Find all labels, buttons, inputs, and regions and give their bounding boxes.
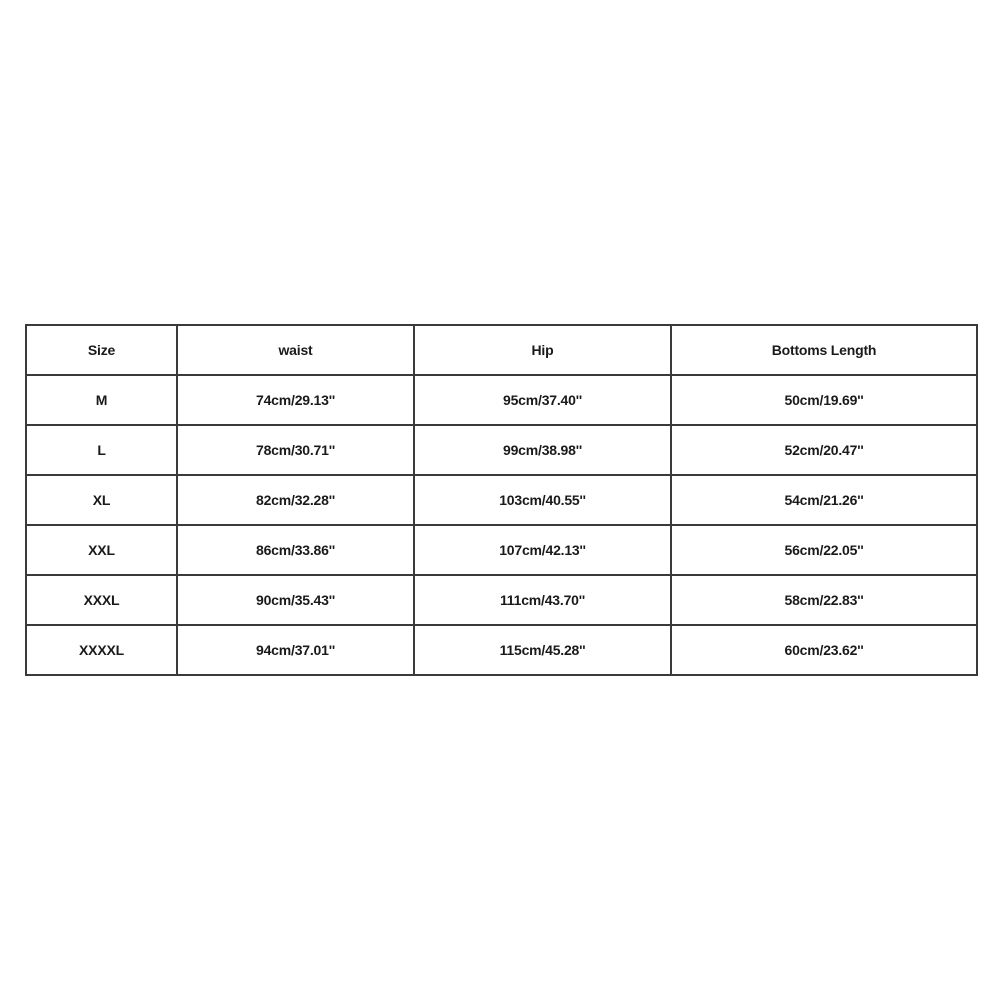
cell-waist: 94cm/37.01'' [177, 625, 414, 675]
header-hip: Hip [414, 325, 671, 375]
cell-size: XXL [26, 525, 177, 575]
cell-size: M [26, 375, 177, 425]
cell-hip: 95cm/37.40'' [414, 375, 671, 425]
cell-bottoms-length: 50cm/19.69'' [671, 375, 977, 425]
cell-bottoms-length: 54cm/21.26'' [671, 475, 977, 525]
cell-waist: 74cm/29.13'' [177, 375, 414, 425]
cell-bottoms-length: 52cm/20.47'' [671, 425, 977, 475]
cell-waist: 90cm/35.43'' [177, 575, 414, 625]
table-row [26, 625, 977, 675]
cell-size: XL [26, 475, 177, 525]
table-row [26, 425, 977, 475]
cell-waist: 78cm/30.71'' [177, 425, 414, 475]
header-size: Size [26, 325, 177, 375]
table-header-row [26, 325, 977, 375]
table-row [26, 375, 977, 425]
cell-bottoms-length: 56cm/22.05'' [671, 525, 977, 575]
cell-hip: 111cm/43.70'' [414, 575, 671, 625]
size-chart-table [25, 324, 978, 676]
cell-hip: 103cm/40.55'' [414, 475, 671, 525]
cell-size: XXXXL [26, 625, 177, 675]
cell-hip: 107cm/42.13'' [414, 525, 671, 575]
cell-hip: 115cm/45.28'' [414, 625, 671, 675]
header-waist: waist [177, 325, 414, 375]
table-row [26, 525, 977, 575]
cell-hip: 99cm/38.98'' [414, 425, 671, 475]
cell-bottoms-length: 58cm/22.83'' [671, 575, 977, 625]
table-row [26, 575, 977, 625]
cell-size: L [26, 425, 177, 475]
cell-waist: 86cm/33.86'' [177, 525, 414, 575]
cell-waist: 82cm/32.28'' [177, 475, 414, 525]
header-bottoms-length: Bottoms Length [671, 325, 977, 375]
cell-size: XXXL [26, 575, 177, 625]
cell-bottoms-length: 60cm/23.62'' [671, 625, 977, 675]
table-row [26, 475, 977, 525]
